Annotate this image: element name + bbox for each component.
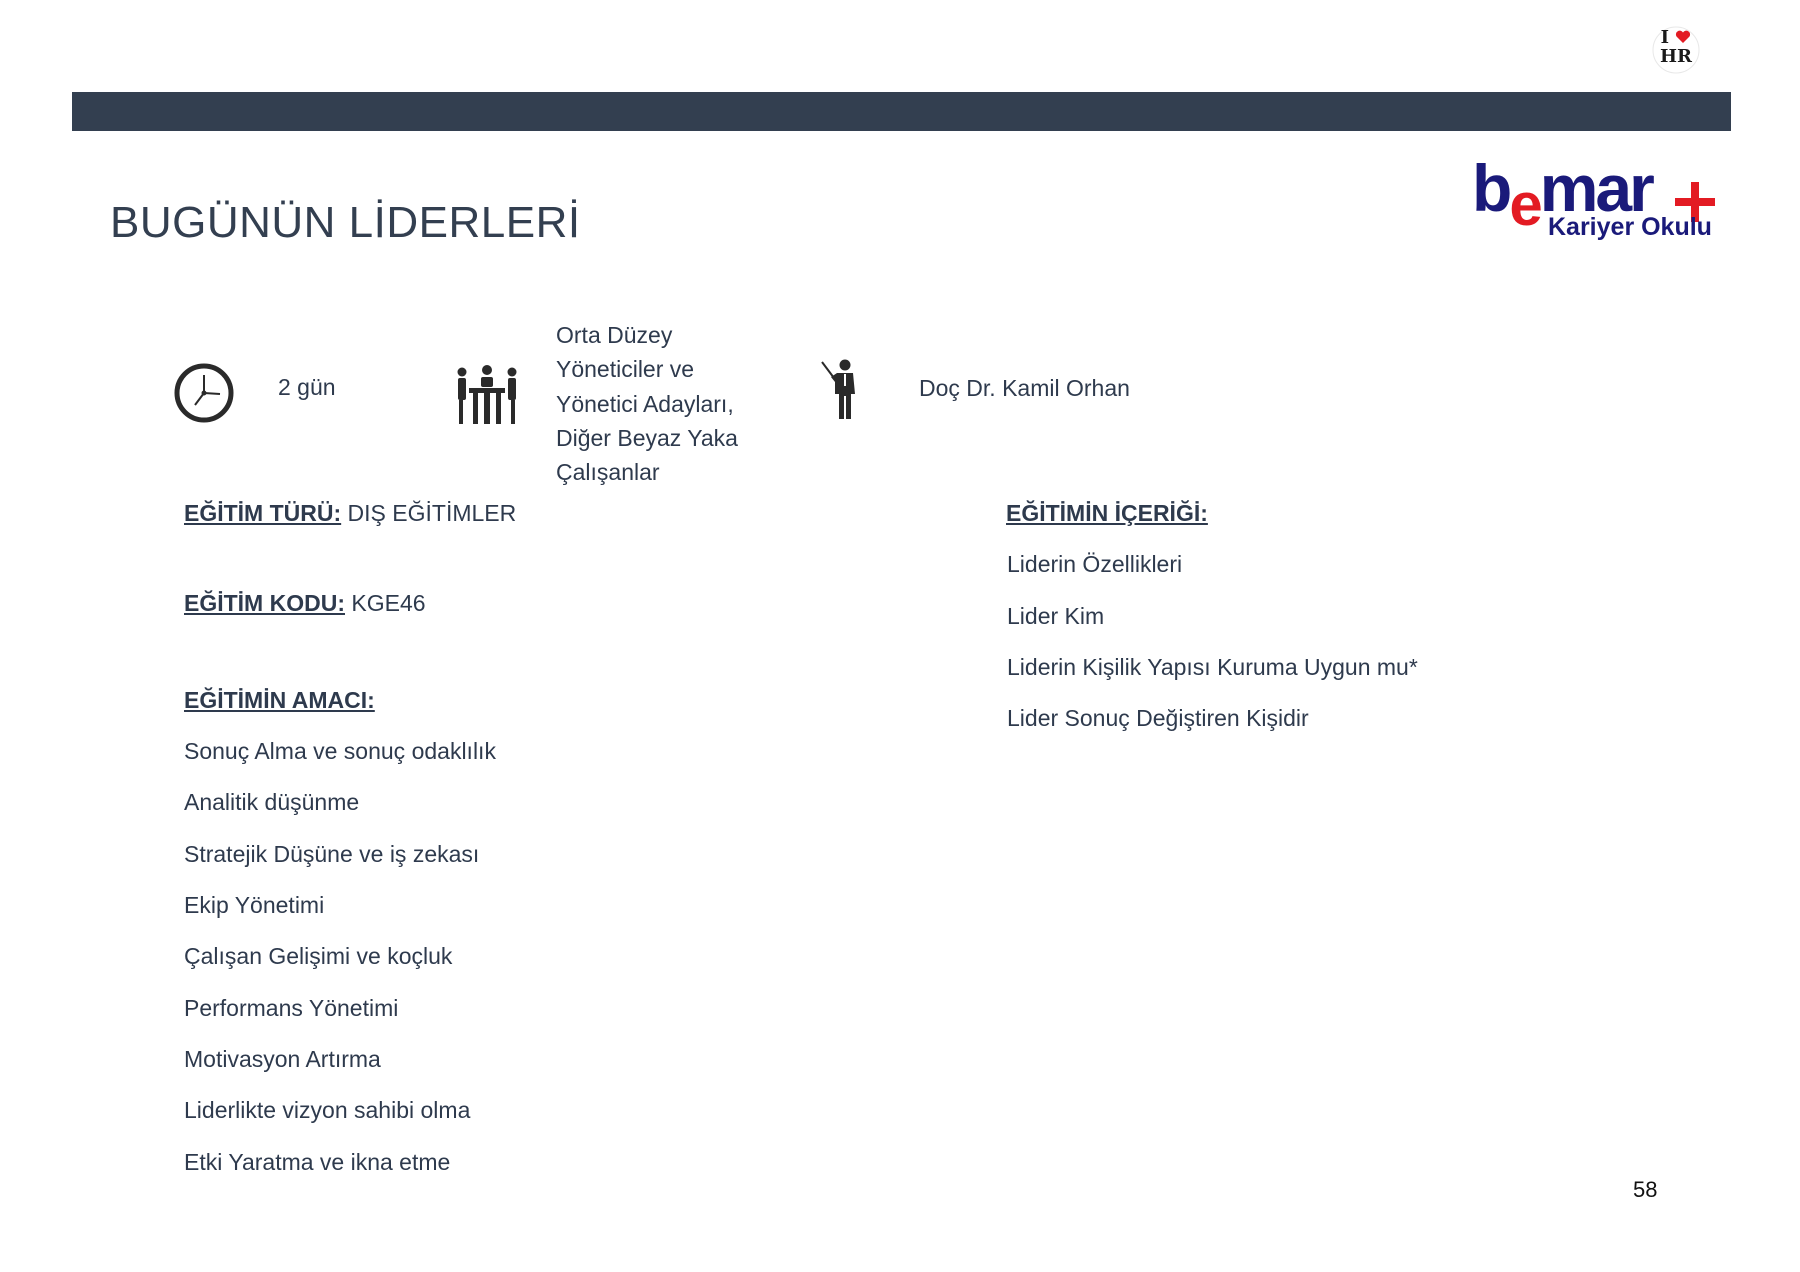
training-content-heading: EĞİTİMİN İÇERİĞİ:	[1006, 500, 1208, 526]
content-item: Lider Sonuç Değiştiren Kişidir	[1007, 705, 1309, 731]
audience-line: Orta Düzey	[556, 322, 673, 348]
aim-item: Analitik düşünme	[184, 789, 360, 815]
audience-line: Yönetici Adayları,	[556, 390, 734, 417]
audience-line: Çalışanlar	[556, 459, 660, 486]
brand-name: bemar	[1472, 151, 1652, 238]
audience-text	[556, 318, 786, 489]
duration-text: 2 gün	[278, 374, 336, 400]
page-title: BUGÜNÜN LİDERLERİ	[110, 198, 581, 247]
heart-icon	[1675, 30, 1691, 44]
page-number: 58	[1633, 1177, 1658, 1202]
audience-line: Yöneticiler ve	[556, 356, 695, 383]
aim-item: Çalışan Gelişimi ve koçluk	[184, 943, 453, 969]
training-type	[184, 500, 516, 527]
badge-i: I	[1660, 27, 1670, 48]
content-item: Lider Kim	[1007, 603, 1105, 629]
bemar-logo	[1468, 151, 1728, 250]
training-code-value: KGE46	[351, 590, 426, 616]
i-love-hr-badge	[1652, 26, 1700, 74]
aim-item: Etki Yaratma ve ikna etme	[184, 1149, 451, 1175]
presenter-icon	[820, 358, 860, 420]
audience-line: Diğer Beyaz Yaka	[556, 424, 738, 451]
trainer-text: Doç Dr. Kamil Orhan	[919, 375, 1130, 401]
clock-icon	[174, 363, 234, 423]
header-bar	[72, 92, 1731, 131]
content-item: Liderin Kişilik Yapısı Kuruma Uygun mu*	[1007, 654, 1418, 680]
aim-item: Performans Yönetimi	[184, 995, 399, 1021]
aim-item: Ekip Yönetimi	[184, 892, 325, 918]
content-item: Liderin Özellikleri	[1007, 551, 1183, 577]
aim-item: Sonuç Alma ve sonuç odaklılık	[184, 738, 496, 764]
training-code-label: EĞİTİM KODU:	[184, 590, 345, 616]
aim-item: Motivasyon Artırma	[184, 1046, 381, 1072]
aim-item: Stratejik Düşüne ve iş zekası	[184, 841, 480, 867]
training-code	[184, 590, 426, 617]
training-aims-heading: EĞİTİMİN AMACI:	[184, 687, 375, 713]
badge-hr: HR	[1660, 46, 1692, 67]
aim-item: Liderlikte vizyon sahibi olma	[184, 1097, 471, 1123]
training-type-value: DIŞ EĞİTİMLER	[347, 500, 517, 526]
training-type-label: EĞİTİM TÜRÜ:	[184, 500, 342, 526]
brand-tagline: Kariyer Okulu	[1548, 213, 1712, 241]
meeting-group-icon	[456, 364, 518, 426]
